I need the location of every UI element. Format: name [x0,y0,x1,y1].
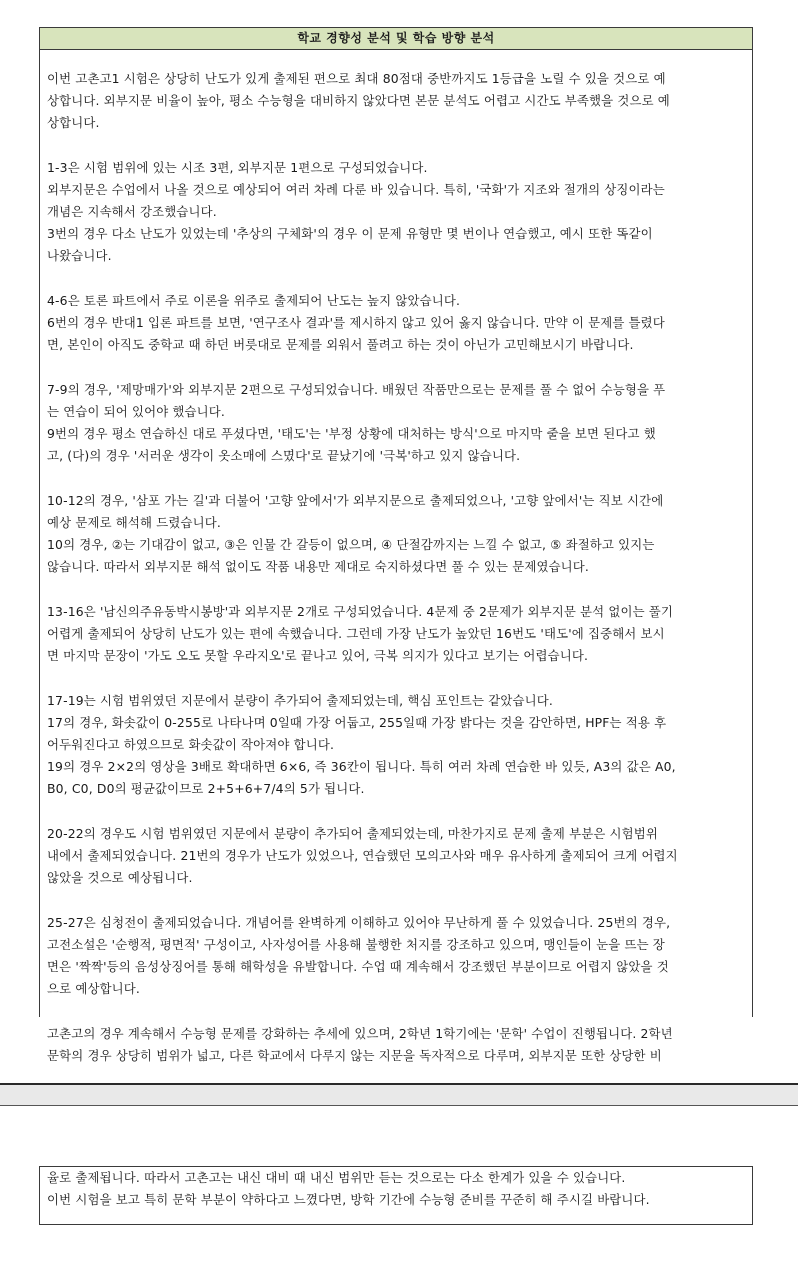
analysis-box [39,27,753,1063]
paragraph [47,823,745,889]
text-line: B0, C0, D0의 평균값이므로 2+5+6+7/4의 5가 됩니다. [47,781,365,796]
text-line: 17의 경우, 화솟값이 0-255로 나타나며 0일때 가장 어둡고, 255일때 가장 밝다는 것을 감안하면, HPF는 적용 후 [47,715,667,730]
text-line: 고, (다)의 경우 '서러운 생각이 옷소매에 스몄다'로 끝났기에 '극복'하고 있지 않습니다. [47,448,521,463]
text-line: 7-9의 경우, '제망매가'와 외부지문 2편으로 구성되었습니다. 배웠던 작품만으로는 문제를 풀 수 없어 수능형을 푸 [47,382,666,397]
section-title: 학교 경향성 분석 및 학습 방향 분석 [40,28,752,50]
text-line: 어렵게 출제되어 상당히 난도가 있는 편에 속했습니다. 그런데 가장 난도가 높았던 16번도 '태도'에 집중해서 보시 [47,626,665,641]
text-line: 고전소설은 '순행적, 평면적' 구성이고, 사자성어를 사용해 불행한 처지를 강조하고 있으며, 맹인들이 눈을 뜨는 장 [47,937,665,952]
paragraph [47,157,745,267]
text-line: 1-3은 시험 범위에 있는 시조 3편, 외부지문 1편으로 구성되었습니다. [47,160,428,175]
text-line: 문학의 경우 상당히 범위가 넓고, 다른 학교에서 다루지 않는 지문을 독자적으로 다루며, 외부지문 또한 상당한 비 [47,1048,662,1063]
text-line: 4-6은 토론 파트에서 주로 이론을 위주로 출제되어 난도는 높지 않았습니다. [47,293,461,308]
text-line: 는 연습이 되어 있어야 했습니다. [47,404,225,419]
paragraph [47,68,745,134]
text-line: 않았을 것으로 예상됩니다. [47,870,193,885]
text-line: 10의 경우, ②는 기대감이 없고, ③은 인물 간 갈등이 없으며, ④ 단절감까지는 느낄 수 없고, ⑤ 좌절하고 있지는 [47,537,655,552]
paragraph [47,379,745,467]
analysis-body [40,50,752,1067]
continuation-box [39,1166,753,1225]
text-line: 으로 예상합니다. [47,981,141,996]
text-line: 25-27은 심청전이 출제되었습니다. 개념어를 완벽하게 이해하고 있어야 무난하게 풀 수 있었습니다. 25번의 경우, [47,915,671,930]
text-line: 10-12의 경우, '삼포 가는 길'과 더불어 '고향 앞에서'가 외부지문으로 출제되었으나, '고향 앞에서'는 직보 시간에 [47,493,664,508]
text-line: 외부지문은 수업에서 나올 것으로 예상되어 여러 차례 다룬 바 있습니다. 특히, '국화'가 지조와 절개의 상징이라는 [47,182,665,197]
paragraph [47,1023,745,1067]
text-line: 율로 출제됩니다. 따라서 고촌고는 내신 대비 때 내신 범위만 듣는 것으로는 다소 한계가 있을 수 있습니다. [47,1170,626,1185]
text-line: 내에서 출제되었습니다. 21번의 경우가 난도가 있었으나, 연습했던 모의고사와 매우 유사하게 출제되어 크게 어렵지 [47,848,678,863]
text-line: 면 마지막 문장이 '가도 오도 못할 우라지오'로 끝나고 있어, 극복 의지가 있다고 보기는 어렵습니다. [47,648,589,663]
text-line: 19의 경우 2×2의 영상을 3배로 확대하면 6×6, 즉 36칸이 됩니다. 특히 여러 차례 연습한 바 있듯, A3의 값은 A0, [47,759,676,774]
text-line: 면, 본인이 아직도 중학교 때 하던 버릇대로 문제를 외워서 풀려고 하는 것이 아닌가 고민해보시기 바랍니다. [47,337,634,352]
text-line: 20-22의 경우도 시험 범위였던 지문에서 분량이 추가되어 출제되었는데, 마찬가지로 문제 출제 부분은 시험범위 [47,826,659,841]
text-line: 이번 고촌고1 시험은 상당히 난도가 있게 출제된 편으로 최대 80점대 중반까지도 1등급을 노릴 수 있을 것으로 예 [47,71,666,86]
text-line: 상합니다. 외부지문 비율이 높아, 평소 수능형을 대비하지 않았다면 본문 분석도 어렵고 시간도 부족했을 것으로 예 [47,93,670,108]
text-line: 17-19는 시험 범위였던 지문에서 분량이 추가되어 출제되었는데, 핵심 포인트는 같았습니다. [47,693,553,708]
text-line: 이번 시험을 보고 특히 문학 부분이 약하다고 느꼈다면, 방학 기간에 수능형 준비를 꾸준히 해 주시길 바랍니다. [47,1192,650,1207]
page-gap [0,1085,798,1105]
paragraph [47,690,745,800]
text-line: 나왔습니다. [47,248,112,263]
text-line: 6번의 경우 반대1 입론 파트를 보면, '연구조사 결과'를 제시하지 않고 있어 옳지 않습니다. 만약 이 문제를 틀렸다 [47,315,665,330]
text-line: 예상 문제로 해석해 드렸습니다. [47,515,221,530]
paragraph [47,290,745,356]
text-line: 면은 '짝짝'등의 음성상징어를 통해 해학성을 유발합니다. 수업 때 계속해서 강조했던 부분이므로 어렵지 않았을 것 [47,959,669,974]
text-line: 어두워진다고 하였으므로 화솟값이 작아져야 합니다. [47,737,335,752]
text-line: 9번의 경우 평소 연습하신 대로 푸셨다면, '태도'는 '부정 상황에 대처하는 방식'으로 마지막 줄을 보면 된다고 했 [47,426,656,441]
text-line: 않습니다. 따라서 외부지문 해석 없이도 작품 내용만 제대로 숙지하셨다면 풀 수 있는 문제였습니다. [47,559,590,574]
text-line: 13-16은 '남신의주유동박시봉방'과 외부지문 2개로 구성되었습니다. 4문제 중 2문제가 외부지문 분석 없이는 풀기 [47,604,674,619]
text-line: 고촌고의 경우 계속해서 수능형 문제를 강화하는 추세에 있으며, 2학년 1학기에는 '문학' 수업이 진행됩니다. 2학년 [47,1026,673,1041]
paragraph [47,601,745,667]
text-line: 상합니다. [47,115,100,130]
text-line: 개념은 지속해서 강조했습니다. [47,204,217,219]
paragraph [47,912,745,1000]
paragraph [47,490,745,578]
text-line: 3번의 경우 다소 난도가 있었는데 '추상의 구체화'의 경우 이 문제 유형만 몇 번이나 연습했고, 예시 또한 똑같이 [47,226,653,241]
